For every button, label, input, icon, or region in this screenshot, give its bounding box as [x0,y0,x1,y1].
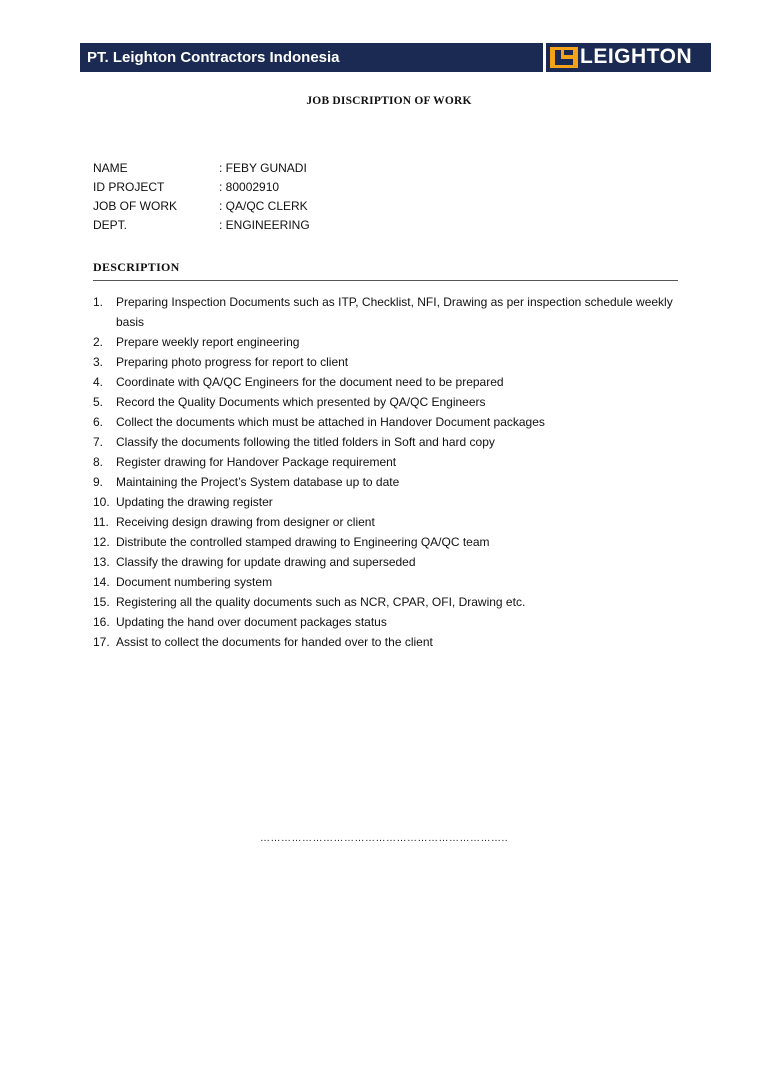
item-text: Updating the drawing register [116,495,273,509]
leighton-logo [546,43,711,72]
item-number: 4. [93,375,104,389]
item-text: Distribute the controlled stamped drawing to Engineering QA/QC team [116,535,490,549]
list-item [93,552,678,572]
info-label: NAME [93,161,128,175]
leighton-logo-mark-icon [550,47,578,68]
list-item [93,572,678,592]
item-text: Registering all the quality documents such as NCR, CPAR, OFI, Drawing etc. [116,595,526,609]
item-text: Preparing Inspection Documents such as ITP, Checklist, NFI, Drawing as per inspection schedule weekly basis [116,295,673,329]
info-row-dept [93,216,310,235]
list-item [93,412,678,432]
item-number: 6. [93,415,104,429]
list-item [93,512,678,532]
list-item [93,332,678,352]
info-label: DEPT. [93,218,128,232]
item-number: 16. [93,615,110,629]
list-item [93,632,678,652]
list-item [93,392,678,412]
item-text: Maintaining the Project’s System database up to date [116,475,400,489]
list-item [93,532,678,552]
info-row-name [93,159,310,178]
list-item [93,592,678,612]
list-item [93,352,678,372]
info-value: : QA/QC CLERK [219,199,308,213]
list-item [93,372,678,392]
item-text: Collect the documents which must be attached in Handover Document packages [116,415,545,429]
item-text: Receiving design drawing from designer or client [116,515,375,529]
item-number: 3. [93,355,104,369]
item-text: Preparing photo progress for report to client [116,355,349,369]
item-number: 10. [93,495,110,509]
info-value: : ENGINEERING [219,218,310,232]
heading-rule [93,280,678,281]
list-item [93,292,678,332]
item-number: 7. [93,435,104,449]
list-item [93,492,678,512]
signature-line: …………………………………………………………….. [259,833,509,844]
item-number: 12. [93,535,110,549]
item-text: Classify the documents following the titled folders in Soft and hard copy [116,435,495,449]
item-number: 5. [93,395,104,409]
item-text: Assist to collect the documents for handed over to the client [116,635,433,649]
info-value: : 80002910 [219,180,280,194]
list-item [93,612,678,632]
item-number: 9. [93,475,104,489]
item-number: 14. [93,575,110,589]
document-title: JOB DISCRIPTION OF WORK [306,95,472,107]
list-item [93,472,678,492]
header-bar [80,43,543,72]
logo-text: LEIGHTON [580,45,693,68]
item-number: 8. [93,455,104,469]
item-number: 2. [93,335,104,349]
item-number: 11. [93,515,109,529]
item-text: Document numbering system [116,575,273,589]
item-number: 13. [93,555,110,569]
item-text: Updating the hand over document packages status [116,615,387,629]
info-label: JOB OF WORK [93,199,177,213]
item-text: Register drawing for Handover Package requirement [116,455,397,469]
item-text: Classify the drawing for update drawing and superseded [116,555,416,569]
item-number: 15. [93,595,110,609]
item-text: Prepare weekly report engineering [116,335,300,349]
info-row-job-of-work [93,197,310,216]
list-item [93,432,678,452]
info-value: : FEBY GUNADI [219,161,307,175]
info-label: ID PROJECT [93,180,165,194]
item-text: Record the Quality Documents which presented by QA/QC Engineers [116,395,486,409]
item-number: 17. [93,635,110,649]
company-name: PT. Leighton Contractors Indonesia [87,49,340,66]
info-row-id-project [93,178,310,197]
description-heading: DESCRIPTION [93,260,180,274]
description-list [93,292,678,652]
employee-info [93,159,310,235]
item-number: 1. [93,295,104,309]
list-item [93,452,678,472]
item-text: Coordinate with QA/QC Engineers for the document need to be prepared [116,375,504,389]
